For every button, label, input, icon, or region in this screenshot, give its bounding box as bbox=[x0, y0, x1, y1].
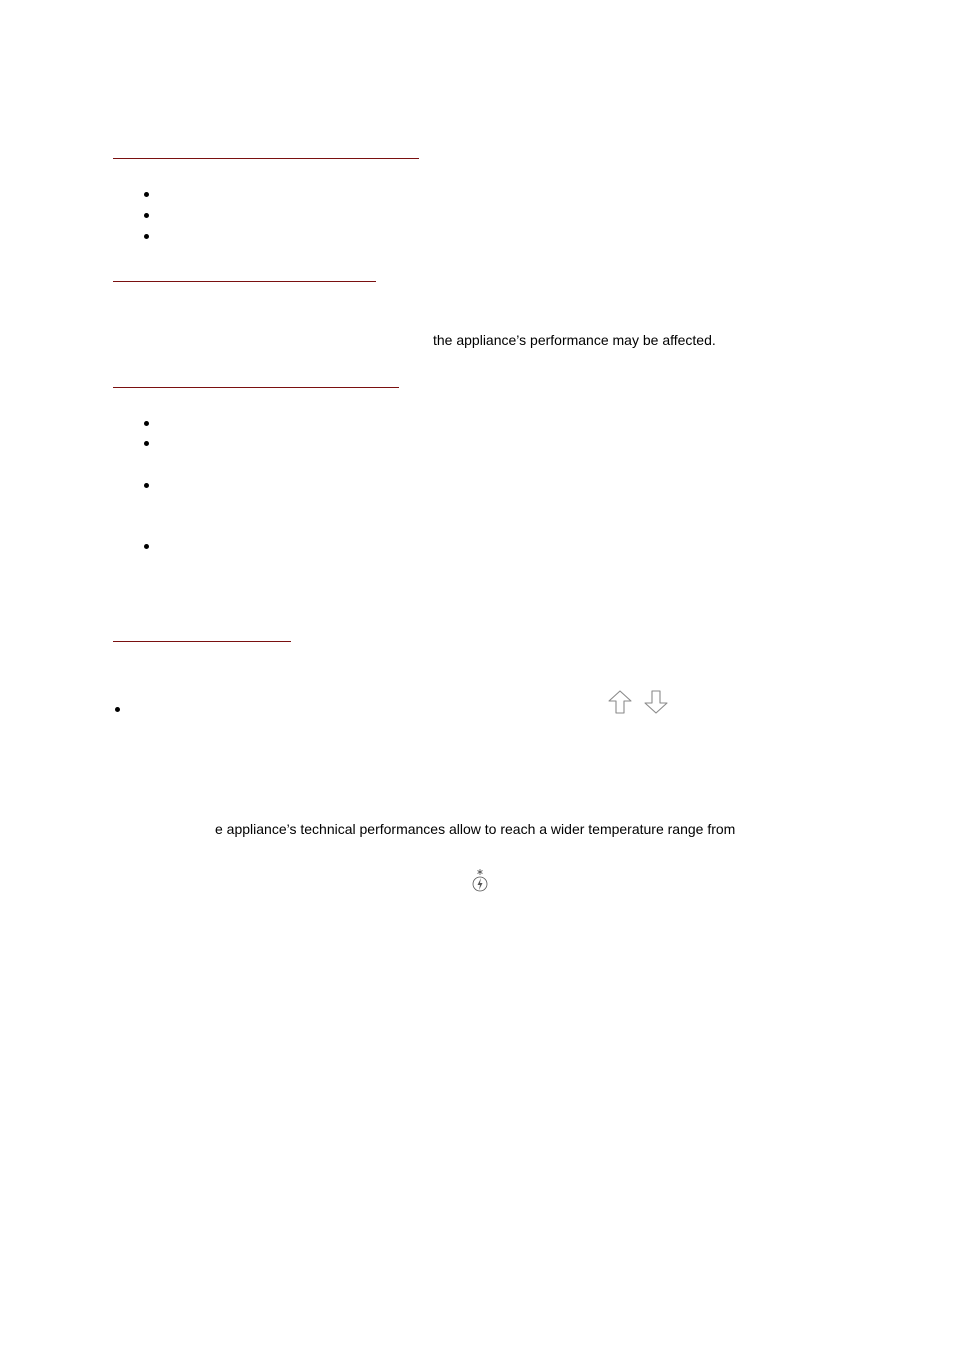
up-arrow-icon bbox=[607, 689, 633, 715]
section-1-bullet-1 bbox=[144, 192, 149, 197]
section-4-text-fragment: e appliance’s technical performances allow to reach a wider temperature range from bbox=[215, 821, 736, 837]
section-1-bullet-2 bbox=[144, 213, 149, 218]
section-3-bullet-3 bbox=[144, 483, 149, 488]
section-2-text-fragment: the appliance’s performance may be affected. bbox=[433, 332, 716, 348]
section-1-heading-underline bbox=[113, 158, 419, 159]
section-3-bullet-2 bbox=[144, 441, 149, 446]
section-2-heading-underline bbox=[113, 281, 376, 282]
fast-cool-icon bbox=[470, 868, 490, 894]
section-1-bullet-3 bbox=[144, 234, 149, 239]
section-3-bullet-4 bbox=[144, 544, 149, 549]
section-3-heading-underline bbox=[113, 387, 399, 388]
section-4-bullet-1 bbox=[115, 707, 120, 712]
section-4-heading-underline bbox=[113, 641, 291, 642]
section-3-bullet-1 bbox=[144, 421, 149, 426]
down-arrow-icon bbox=[643, 689, 669, 715]
